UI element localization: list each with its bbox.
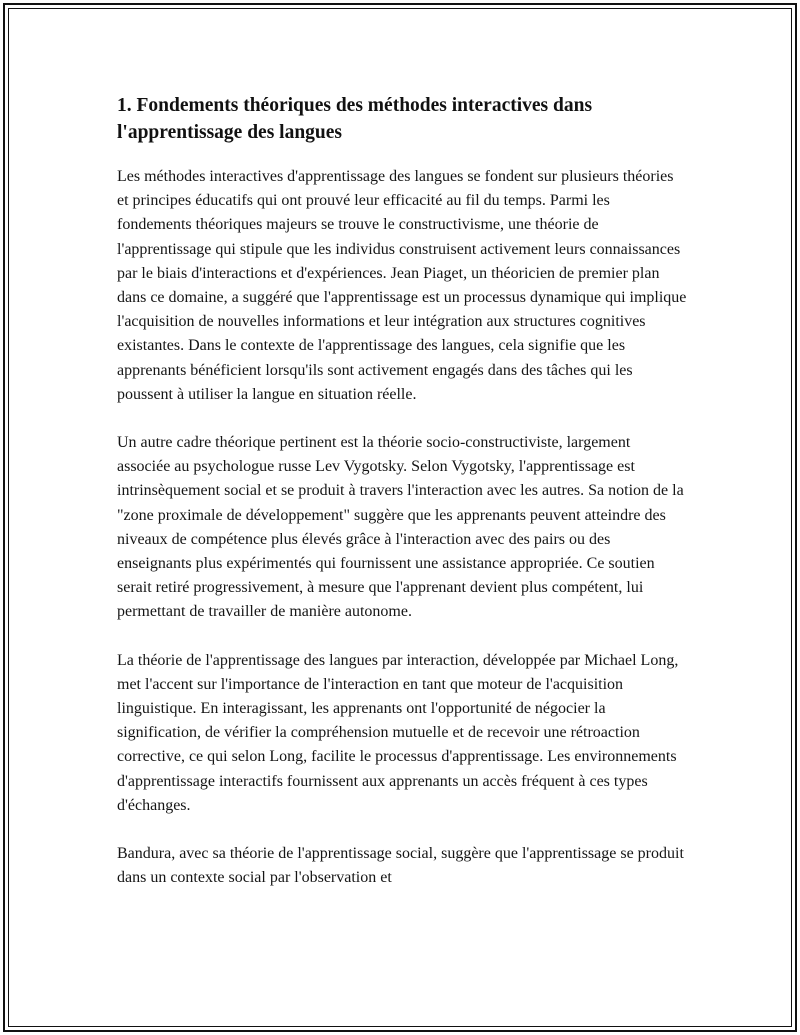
section-title: 1. Fondements théoriques des méthodes interactives dans l'apprentissage des langues <box>117 95 593 143</box>
paragraph-interaction-theory: La théorie de l'apprentissage des langues par interaction, développée par Michael Long, met l'accent sur l'importance de l'interaction en tant que moteur de l'acquisition linguistique. En interagissant, les apprenants ont l'opportunité de négocier la signification, de vérifier la compréhension mutuelle et de recevoir une rétroaction corrective, ce qui selon Long, facilite le processus d'apprentissage. Les environnements d'apprentissage interactifs fournissent aux apprenants un accès fréquent à ces types d'échanges. <box>117 651 679 814</box>
paragraph-socio-constructivism: Un autre cadre théorique pertinent est la théorie socio-constructiviste, largement associée au psychologue russe Lev Vygotsky. Selon Vygotsky, l'apprentissage est intrinsèquement social et se produit à travers l'interaction avec les autres. Sa notion de la "zone proximale de développement" suggère que les apprenants peuvent atteindre des niveaux de compétence plus élevés grâce à l'interaction avec des pairs ou des enseignants plus expérimentés qui fournissent une assistance appropriée. Ce soutien serait retiré progressivement, à mesure que l'apprenant devient plus compétent, lui permettant de travailler de manière autonome. <box>117 434 684 621</box>
document-body <box>117 92 687 914</box>
paragraph-social-learning: Bandura, avec sa théorie de l'apprentissage social, suggère que l'apprentissage se produit dans un contexte social par l'observation et <box>117 845 684 887</box>
paragraph-constructivism: Les méthodes interactives d'apprentissage des langues se fondent sur plusieurs théories et principes éducatifs qui ont prouvé leur efficacité au fil du temps. Parmi les fondements théoriques majeurs se trouve le constructivisme, une théorie de l'apprentissage qui stipule que les individus construisent activement leurs connaissances par le biais d'interactions et d'expériences. Jean Piaget, un théoricien de premier plan dans ce domaine, a suggéré que l'apprentissage est un processus dynamique qui implique l'acquisition de nouvelles informations et leur intégration aux structures cognitives existantes. Dans le contexte de l'apprentissage des langues, cela signifie que les apprenants bénéficient lorsqu'ils sont activement engagés dans des tâches qui les poussent à utiliser la langue en situation réelle. <box>117 168 687 403</box>
